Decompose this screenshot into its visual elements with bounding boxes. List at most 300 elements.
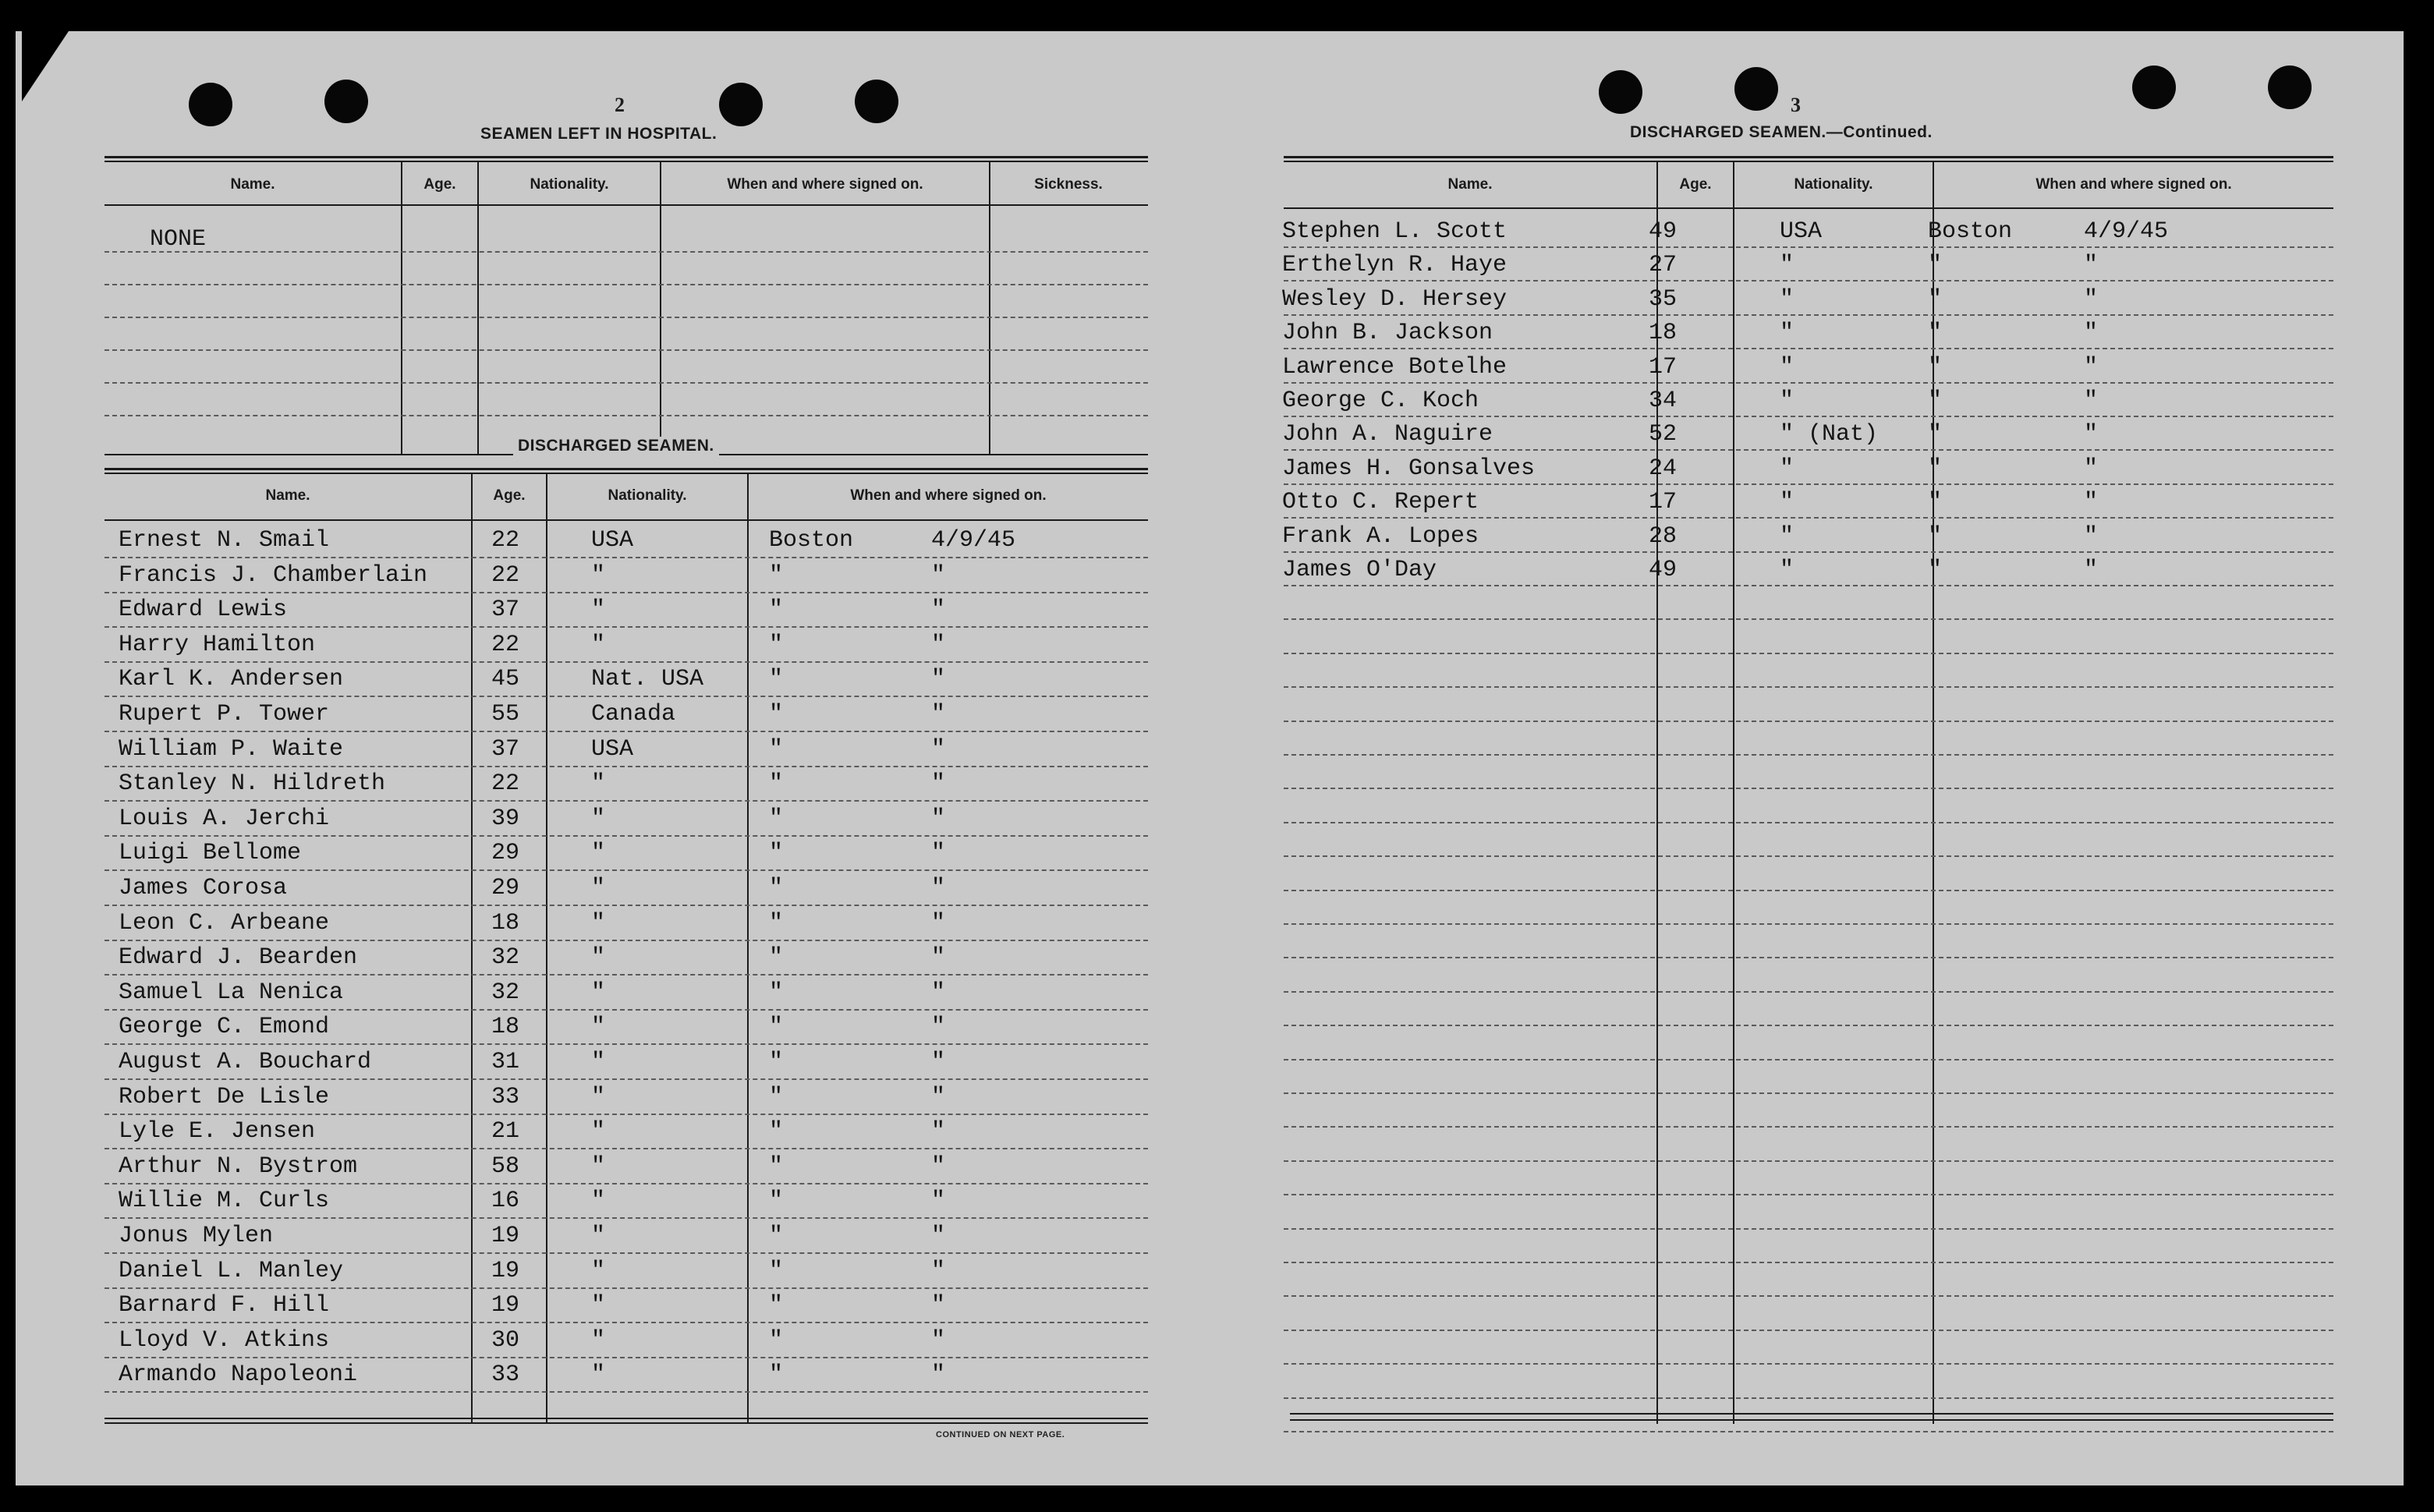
ruled-line (105, 349, 1148, 351)
ruled-line (1284, 686, 2333, 688)
signed-on-date: " (931, 666, 946, 693)
signed-on-date: " (931, 1326, 946, 1354)
seaman-name: Stephen L. Scott (1282, 218, 1508, 245)
ruled-line (105, 1252, 1148, 1254)
seaman-age: 32 (491, 944, 520, 972)
ruled-line (1284, 1295, 2333, 1297)
seaman-name: George C. Koch (1282, 388, 1479, 414)
signed-on-date: " (2084, 388, 2099, 414)
discharged-section-title: DISCHARGED SEAMEN. (513, 437, 719, 455)
signed-on-date: " (931, 1257, 946, 1284)
seaman-age: 33 (491, 1083, 520, 1110)
seaman-name: James H. Gonsalves (1282, 455, 1536, 482)
signed-on-place: " (769, 701, 784, 728)
ruled-line (1284, 957, 2333, 958)
signed-on-date: " (931, 875, 946, 901)
ruled-line (105, 940, 1148, 941)
seaman-age: 19 (491, 1292, 520, 1319)
seaman-name: Karl K. Andersen (119, 666, 344, 693)
ruled-line (1284, 822, 2333, 823)
signed-on-date: " (931, 1118, 946, 1146)
seaman-nationality: USA (591, 735, 634, 763)
seaman-name: James O'Day (1282, 557, 1437, 583)
signed-on-date: " (931, 944, 946, 972)
seaman-age: 27 (1649, 252, 1678, 279)
col-header-age: Age. (1679, 176, 1712, 193)
seaman-name: Edward Lewis (119, 597, 288, 624)
seaman-nationality: " (1780, 522, 1794, 550)
seaman-age: 18 (491, 909, 520, 937)
punch-hole (1734, 67, 1778, 111)
seaman-age: 29 (491, 875, 520, 901)
signed-on-date: " (931, 597, 946, 624)
seaman-age: 24 (1649, 455, 1678, 482)
ruled-line (105, 1148, 1148, 1149)
signed-on-place: " (769, 1049, 784, 1075)
hospital-section-title: SEAMEN LEFT IN HOSPITAL. (480, 125, 717, 143)
signed-on-place: " (769, 1326, 784, 1354)
ruled-line (1284, 483, 2333, 485)
seaman-name: James Corosa (119, 875, 288, 901)
ruled-line (105, 1322, 1148, 1323)
signed-on-date: " (2084, 522, 2099, 550)
seaman-age: 19 (491, 1257, 520, 1284)
punch-hole (2268, 66, 2312, 109)
seaman-age: 22 (491, 770, 520, 798)
seaman-name: Willie M. Curls (119, 1188, 330, 1215)
signed-on-date: 4/9/45 (2084, 218, 2169, 245)
seaman-name: Lloyd V. Atkins (119, 1326, 330, 1354)
ruled-line (105, 731, 1148, 732)
seaman-age: 18 (491, 1014, 520, 1041)
punch-hole (324, 80, 368, 123)
ruled-line (1284, 1126, 2333, 1128)
seaman-nationality: " (591, 840, 606, 867)
signed-on-place: " (1928, 421, 1943, 448)
signed-on-date: " (931, 1014, 946, 1041)
signed-on-place: " (769, 597, 784, 624)
ruled-line (1284, 1397, 2333, 1399)
seaman-name: Leon C. Arbeane (119, 909, 330, 937)
punch-hole (2132, 66, 2176, 109)
seaman-nationality: " (591, 631, 606, 658)
seaman-nationality: " (1780, 353, 1794, 381)
rule (105, 156, 1148, 158)
seaman-age: 18 (1649, 320, 1678, 347)
signed-on-date: " (2084, 353, 2099, 381)
ruled-line (1284, 1092, 2333, 1094)
col-divider (1656, 162, 1658, 1424)
rule (1290, 1413, 2333, 1415)
rule (105, 161, 1148, 162)
rule (105, 519, 1148, 521)
seaman-age: 28 (1649, 522, 1678, 550)
ruled-line (1284, 1262, 2333, 1263)
ruled-line (1284, 1363, 2333, 1365)
col-header-age: Age. (423, 176, 456, 193)
seaman-name: Harry Hamilton (119, 631, 316, 658)
continued-note: CONTINUED ON NEXT PAGE. (936, 1430, 1065, 1439)
seaman-nationality: " (1780, 320, 1794, 347)
seaman-name: Rupert P. Tower (119, 701, 330, 728)
col-header-age: Age. (493, 487, 526, 504)
ruled-line (1284, 890, 2333, 891)
seaman-age: 37 (491, 597, 520, 624)
signed-on-place: " (769, 735, 784, 763)
col-divider (747, 474, 749, 1422)
ruled-line (105, 1391, 1148, 1393)
seaman-nationality: " (591, 1223, 606, 1249)
signed-on-place: Boston (1928, 218, 2013, 245)
ruled-line (1284, 551, 2333, 553)
seaman-age: 21 (491, 1118, 520, 1146)
ruled-line (105, 1357, 1148, 1358)
signed-on-place: " (769, 666, 784, 693)
seaman-name: Robert De Lisle (119, 1083, 330, 1110)
seaman-nationality: " (591, 1362, 606, 1389)
signed-on-place: " (769, 770, 784, 798)
seaman-age: 39 (491, 805, 520, 832)
seaman-nationality: " (591, 561, 606, 589)
ruled-line (105, 1287, 1148, 1289)
seaman-age: 30 (491, 1326, 520, 1354)
seaman-age: 45 (491, 666, 520, 693)
ruled-line (105, 415, 1148, 416)
seaman-name: Arthur N. Bystrom (119, 1153, 358, 1180)
seaman-name: Lawrence Botelhe (1282, 353, 1508, 381)
col-header-nationality: Nationality. (530, 176, 609, 193)
col-divider (546, 474, 547, 1422)
seaman-nationality: USA (1780, 218, 1823, 245)
col-header-signed-on: When and where signed on. (850, 487, 1047, 504)
ruled-line (1284, 246, 2333, 248)
signed-on-date: " (931, 909, 946, 937)
signed-on-date: " (931, 701, 946, 728)
seaman-age: 17 (1649, 489, 1678, 516)
ruled-line (1284, 788, 2333, 789)
signed-on-place: Boston (769, 527, 854, 554)
signed-on-date: " (931, 1083, 946, 1110)
seaman-name: John A. Naguire (1282, 421, 1493, 448)
signed-on-place: " (769, 561, 784, 589)
ruled-line (1284, 1059, 2333, 1061)
page-number: 2 (615, 94, 625, 116)
signed-on-place: " (769, 909, 784, 937)
seaman-nationality: " (1780, 557, 1794, 583)
seaman-nationality: " (591, 1014, 606, 1041)
seaman-age: 22 (491, 561, 520, 589)
signed-on-date: " (931, 979, 946, 1006)
seaman-name: John B. Jackson (1282, 320, 1493, 347)
seaman-name: August A. Bouchard (119, 1049, 372, 1075)
signed-on-place: " (769, 875, 784, 901)
ruled-line (105, 382, 1148, 384)
ruled-line (105, 905, 1148, 906)
seaman-age: 16 (491, 1188, 520, 1215)
ruled-line (1284, 1160, 2333, 1162)
col-header-signed-on: When and where signed on. (727, 176, 923, 193)
seaman-name: Jonus Mylen (119, 1223, 274, 1249)
ruled-line (105, 626, 1148, 628)
ruled-line (105, 592, 1148, 593)
seaman-age: 49 (1649, 218, 1678, 245)
ruled-line (1284, 653, 2333, 654)
ruled-line (105, 1217, 1148, 1219)
signed-on-date: " (931, 735, 946, 763)
signed-on-date: " (931, 1188, 946, 1215)
signed-on-place: " (1928, 522, 1943, 550)
signed-on-place: " (769, 1188, 784, 1215)
document-paper (16, 31, 2404, 1485)
seaman-name: Luigi Bellome (119, 840, 302, 867)
punch-hole (189, 83, 232, 126)
signed-on-place: " (769, 1083, 784, 1110)
seaman-name: Francis J. Chamberlain (119, 561, 428, 589)
ruled-line (1284, 1025, 2333, 1026)
signed-on-place: " (1928, 557, 1943, 583)
seaman-nationality: " (1780, 285, 1794, 313)
seaman-age: 35 (1649, 285, 1678, 313)
ruled-line (105, 696, 1148, 697)
ruled-line (105, 557, 1148, 558)
seaman-age: 19 (491, 1223, 520, 1249)
signed-on-date: " (931, 561, 946, 589)
signed-on-place: " (769, 979, 784, 1006)
signed-on-date: " (2084, 557, 2099, 583)
signed-on-place: " (769, 1014, 784, 1041)
col-header-nationality: Nationality. (1794, 176, 1873, 193)
rule (1284, 161, 2333, 162)
col-header-signed-on: When and where signed on. (2035, 176, 2232, 193)
signed-on-place: " (1928, 455, 1943, 482)
seaman-nationality: " (591, 1188, 606, 1215)
signed-on-date: " (931, 631, 946, 658)
seaman-name: Ernest N. Smail (119, 527, 330, 554)
signed-on-date: " (931, 1223, 946, 1249)
col-header-name: Name. (230, 176, 275, 193)
punch-hole (855, 80, 898, 123)
seaman-name: Barnard F. Hill (119, 1292, 330, 1319)
seaman-name: William P. Waite (119, 735, 344, 763)
rule (105, 204, 1148, 206)
ruled-line (1284, 721, 2333, 722)
ruled-line (105, 835, 1148, 837)
seaman-name: Otto C. Repert (1282, 489, 1479, 516)
seaman-nationality: " (591, 1292, 606, 1319)
ruled-line (1284, 923, 2333, 925)
signed-on-date: " (2084, 285, 2099, 313)
ruled-line (1284, 855, 2333, 857)
seaman-nationality: " (591, 1049, 606, 1075)
seaman-name: Daniel L. Manley (119, 1257, 344, 1284)
ruled-line (105, 869, 1148, 871)
seaman-age: 17 (1649, 353, 1678, 381)
signed-on-place: " (769, 631, 784, 658)
ruled-line (105, 1078, 1148, 1080)
ruled-line (1284, 382, 2333, 384)
signed-on-place: " (1928, 489, 1943, 516)
ruled-line (1284, 1431, 2333, 1432)
signed-on-date: " (931, 1049, 946, 1075)
ruled-line (1284, 314, 2333, 316)
seaman-nationality: USA (591, 527, 634, 554)
col-divider (1933, 162, 1934, 1424)
signed-on-place: " (769, 1362, 784, 1389)
seaman-name: Louis A. Jerchi (119, 805, 330, 832)
ruled-line (105, 1183, 1148, 1184)
seaman-nationality: " (1780, 455, 1794, 482)
ruled-line (1284, 1194, 2333, 1195)
seaman-age: 22 (491, 527, 520, 554)
signed-on-place: " (1928, 285, 1943, 313)
seaman-nationality: " (591, 875, 606, 901)
col-header-name: Name. (265, 487, 310, 504)
signed-on-place: " (769, 1118, 784, 1146)
seaman-age: 58 (491, 1153, 520, 1180)
ruled-line (105, 800, 1148, 802)
seaman-age: 31 (491, 1049, 520, 1075)
ruled-line (1284, 416, 2333, 417)
col-divider (660, 162, 661, 455)
rule (1284, 156, 2333, 158)
ruled-line (105, 1043, 1148, 1045)
col-divider (477, 162, 479, 455)
seaman-nationality: " (591, 1153, 606, 1180)
signed-on-place: " (769, 840, 784, 867)
signed-on-place: " (769, 805, 784, 832)
signed-on-date: 4/9/45 (931, 527, 1016, 554)
seaman-name: Edward J. Bearden (119, 944, 358, 972)
signed-on-place: " (1928, 388, 1943, 414)
folded-corner (22, 31, 69, 101)
seaman-nationality: " (591, 944, 606, 972)
ruled-line (1284, 280, 2333, 282)
punch-hole (719, 83, 763, 126)
punch-hole (1599, 70, 1642, 114)
signed-on-place: " (1928, 252, 1943, 279)
discharged-continued-title: DISCHARGED SEAMEN.—Continued. (1630, 123, 1933, 141)
ruled-line (1284, 618, 2333, 620)
ruled-line (1284, 991, 2333, 993)
seaman-nationality: " (591, 979, 606, 1006)
signed-on-date: " (931, 1362, 946, 1389)
ruled-line (1284, 754, 2333, 756)
seaman-nationality: " (591, 1118, 606, 1146)
signed-on-date: " (2084, 252, 2099, 279)
signed-on-place: " (1928, 320, 1943, 347)
seaman-name: Armando Napoleoni (119, 1362, 358, 1389)
ruled-line (1284, 449, 2333, 451)
rule (1284, 207, 2333, 209)
signed-on-place: " (769, 1153, 784, 1180)
seaman-name: Erthelyn R. Haye (1282, 252, 1508, 279)
seaman-age: 22 (491, 631, 520, 658)
ruled-line (1284, 517, 2333, 519)
signed-on-place: " (1928, 353, 1943, 381)
ruled-line (105, 661, 1148, 663)
ruled-line (105, 1009, 1148, 1011)
seaman-nationality: " (591, 1257, 606, 1284)
seaman-nationality: " (591, 597, 606, 624)
signed-on-date: " (2084, 489, 2099, 516)
signed-on-date: " (931, 805, 946, 832)
seaman-nationality: " (591, 805, 606, 832)
rule (105, 1418, 1148, 1419)
ruled-line (1284, 585, 2333, 586)
signed-on-date: " (931, 840, 946, 867)
col-divider (401, 162, 402, 455)
seaman-name: Samuel La Nenica (119, 979, 344, 1006)
seaman-name: Stanley N. Hildreth (119, 770, 386, 798)
seaman-nationality: " (1780, 252, 1794, 279)
seaman-age: 33 (491, 1362, 520, 1389)
seaman-nationality: Nat. USA (591, 666, 704, 693)
seaman-nationality: " (1780, 388, 1794, 414)
seaman-nationality: " (Nat) (1780, 421, 1879, 448)
seaman-name: Wesley D. Hersey (1282, 285, 1508, 313)
signed-on-date: " (2084, 320, 2099, 347)
col-divider (989, 162, 990, 455)
seaman-age: 49 (1649, 557, 1678, 583)
ruled-line (1284, 1228, 2333, 1230)
signed-on-date: " (931, 1153, 946, 1180)
seaman-name: Lyle E. Jensen (119, 1118, 316, 1146)
seaman-nationality: " (1780, 489, 1794, 516)
seaman-age: 32 (491, 979, 520, 1006)
seaman-age: 34 (1649, 388, 1678, 414)
signed-on-date: " (931, 1292, 946, 1319)
ruled-line (105, 284, 1148, 285)
signed-on-place: " (769, 944, 784, 972)
seaman-age: 52 (1649, 421, 1678, 448)
seaman-nationality: " (591, 909, 606, 937)
ruled-line (105, 766, 1148, 767)
col-header-nationality: Nationality. (608, 487, 687, 504)
rule (1290, 1419, 2333, 1421)
page-number: 3 (1791, 94, 1801, 116)
rule (105, 1422, 1148, 1424)
col-header-name: Name. (1447, 176, 1493, 193)
rule (105, 468, 1148, 470)
seaman-nationality: " (591, 1083, 606, 1110)
seaman-age: 29 (491, 840, 520, 867)
ruled-line (1284, 348, 2333, 349)
signed-on-place: " (769, 1292, 784, 1319)
ruled-line (105, 317, 1148, 318)
col-divider (1733, 162, 1734, 1424)
seaman-name: Frank A. Lopes (1282, 522, 1479, 550)
signed-on-place: " (769, 1257, 784, 1284)
seaman-nationality: " (591, 1326, 606, 1354)
seaman-nationality: " (591, 770, 606, 798)
seaman-name: George C. Emond (119, 1014, 330, 1041)
col-divider (471, 474, 473, 1422)
hospital-entry: NONE (150, 226, 207, 253)
ruled-line (105, 974, 1148, 976)
ruled-line (105, 1114, 1148, 1115)
signed-on-place: " (769, 1223, 784, 1249)
signed-on-date: " (2084, 421, 2099, 448)
signed-on-date: " (931, 770, 946, 798)
seaman-age: 55 (491, 701, 520, 728)
rule (105, 473, 1148, 474)
col-header-sickness: Sickness. (1034, 176, 1103, 193)
seaman-nationality: Canada (591, 701, 676, 728)
seaman-age: 37 (491, 735, 520, 763)
ruled-line (105, 251, 1148, 253)
ruled-line (1284, 1330, 2333, 1331)
signed-on-date: " (2084, 455, 2099, 482)
